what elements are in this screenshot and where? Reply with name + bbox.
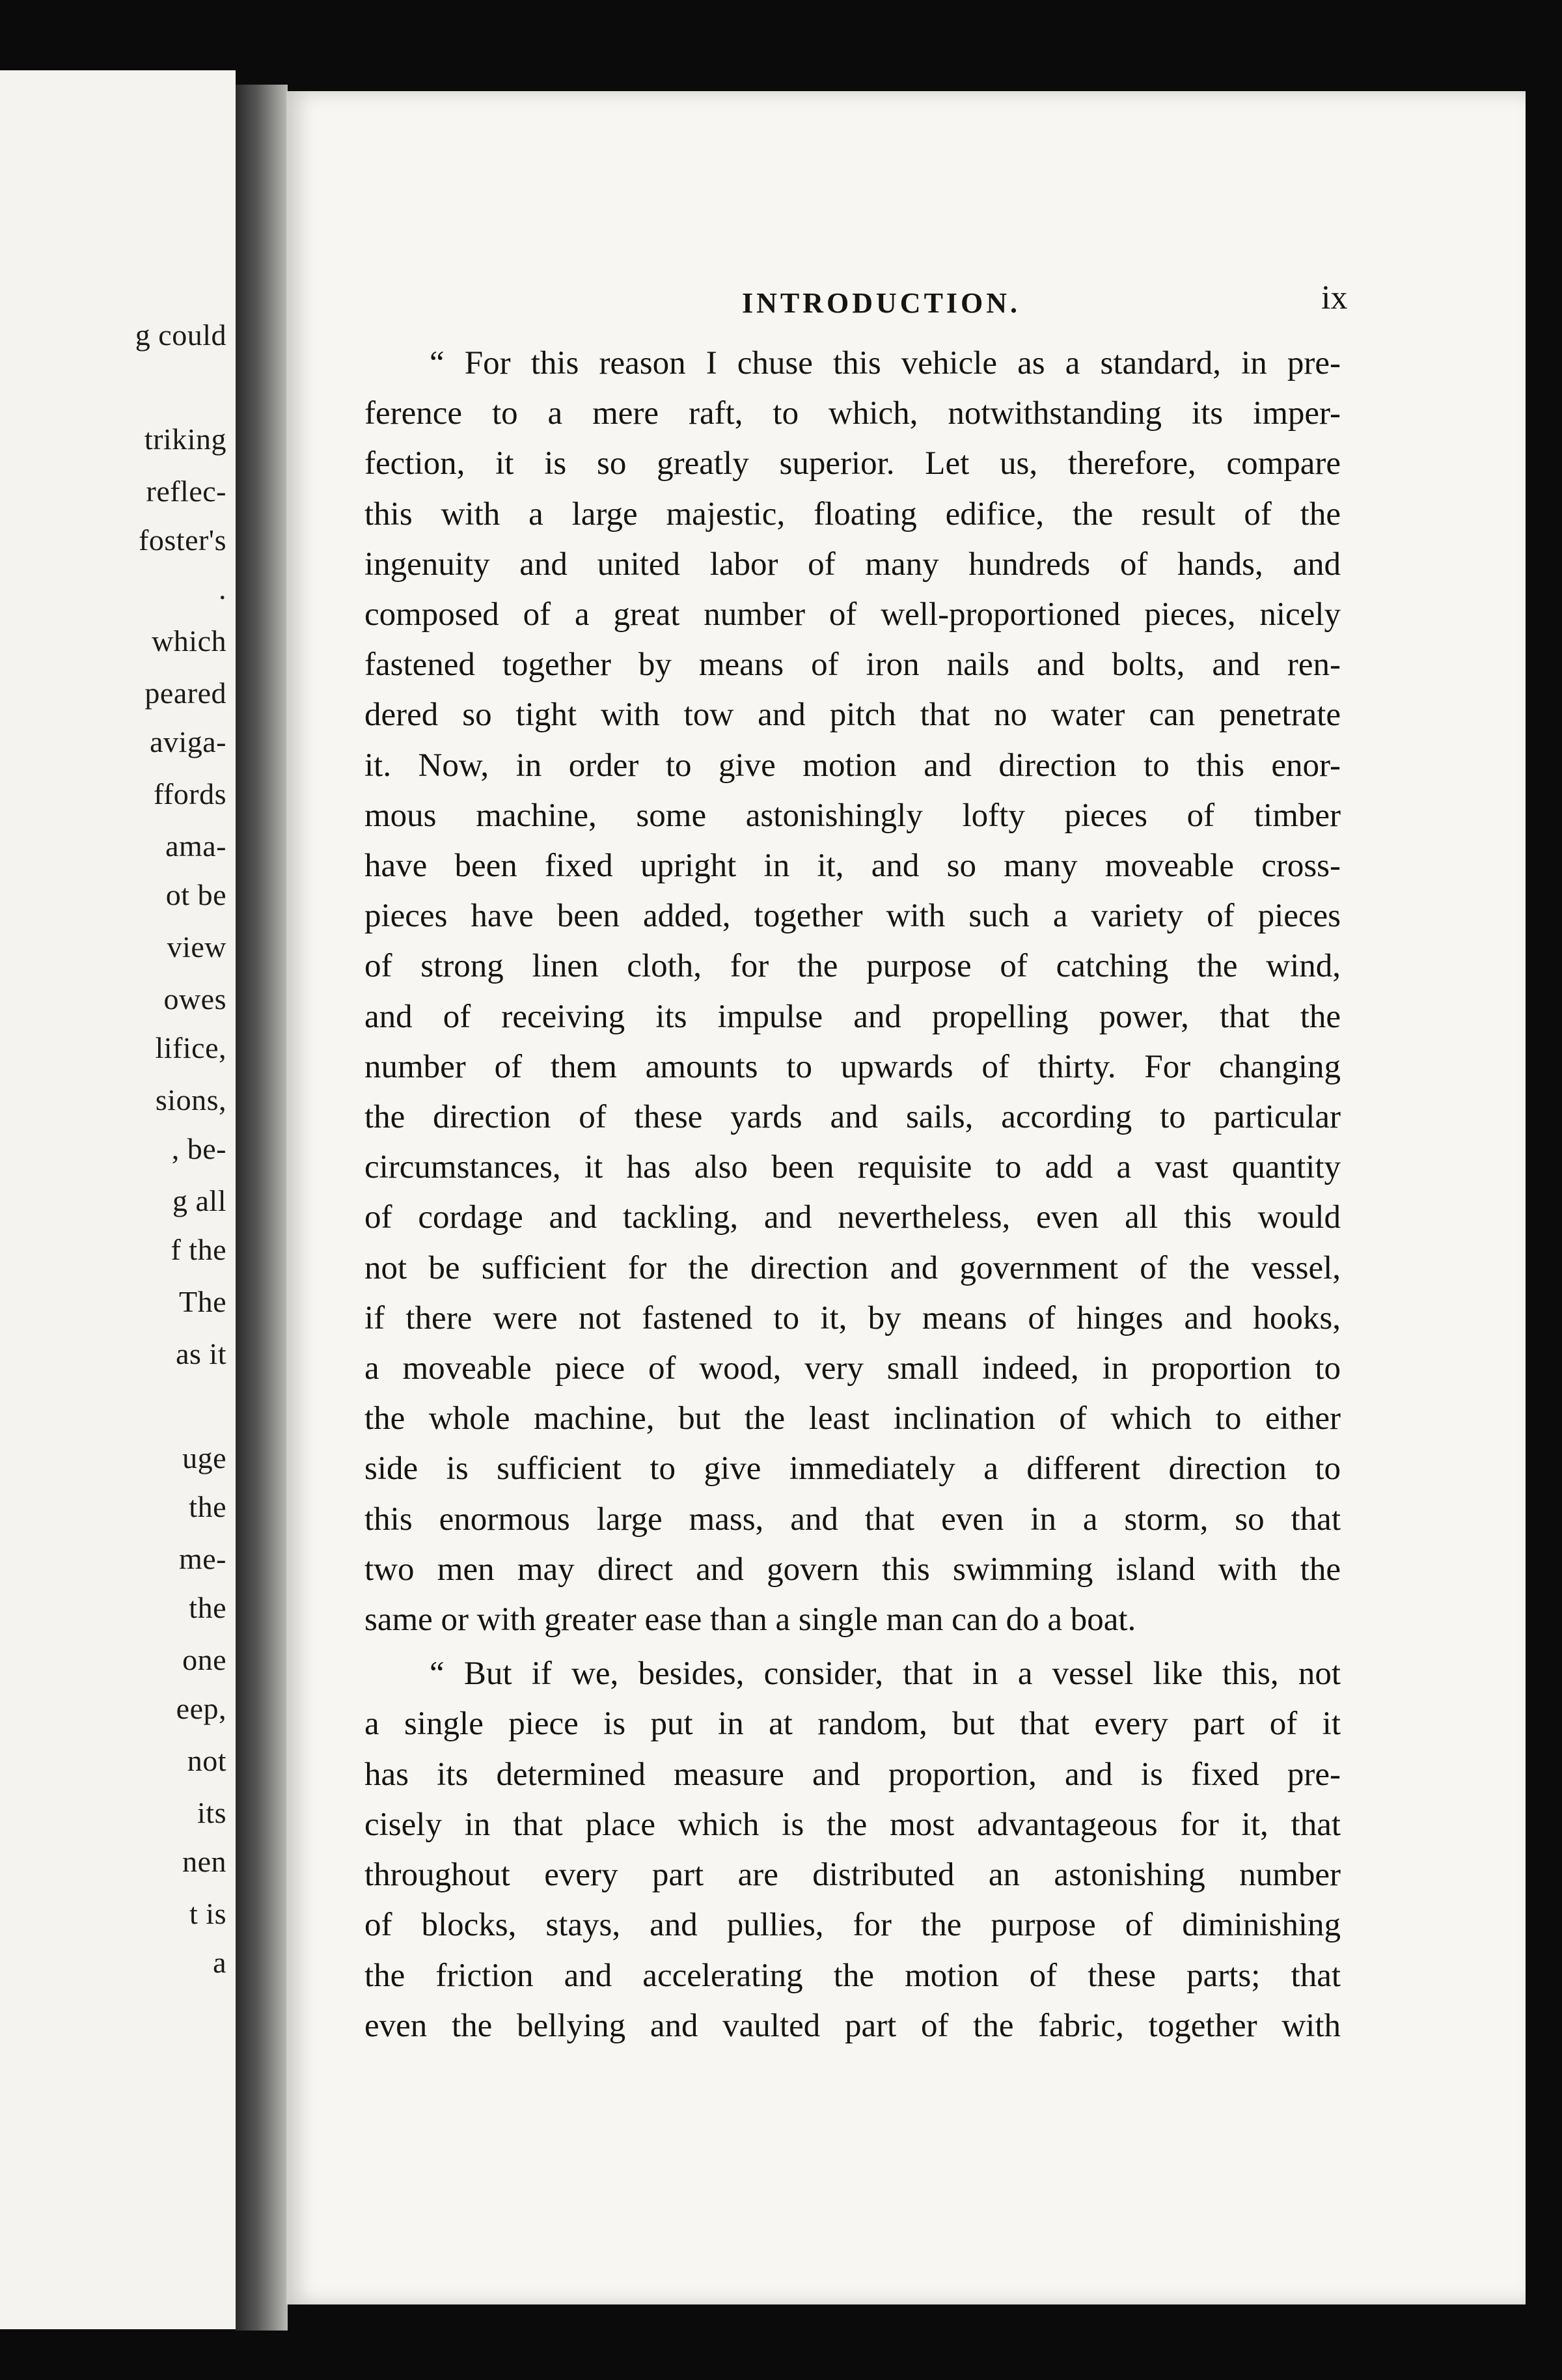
page-number: ix: [1321, 279, 1348, 316]
text-line: side is sufficient to give immediately a different direction to: [364, 1450, 1341, 1488]
text-line: the whole machine, but the least inclination of which to either: [364, 1400, 1341, 1437]
left-page-fragment: g could: [135, 318, 226, 352]
left-page-fragment: f the: [171, 1233, 226, 1266]
text-line: the direction of these yards and sails, according to particular: [364, 1099, 1341, 1136]
text-line: fection, it is so greatly superior. Let us, therefore, compare: [364, 445, 1341, 482]
left-page-fragment: its: [197, 1796, 226, 1829]
text-line: the friction and accelerating the motion of these parts; that: [364, 1957, 1341, 1994]
body-text: [364, 339, 1341, 2051]
left-page-fragment: me-: [178, 1542, 226, 1575]
text-line: a moveable piece of wood, very small indeed, in proportion to: [364, 1350, 1341, 1387]
text-line: if there were not fastened to it, by means of hinges and hooks,: [364, 1299, 1341, 1336]
paragraph: [364, 339, 1341, 1645]
text-line: a single piece is put in at random, but that every part of it: [364, 1706, 1341, 1743]
left-page-fragment: one: [182, 1643, 226, 1676]
left-page-fragment: which: [152, 624, 226, 657]
text-line: dered so tight with tow and pitch that no water can penetrate: [364, 697, 1341, 734]
left-page-fragment: nen: [182, 1845, 226, 1878]
left-page-fragment: as it: [176, 1337, 226, 1370]
left-page-fragment: eep,: [176, 1692, 226, 1725]
text-line: have been fixed upright in it, and so many moveable cross-: [364, 848, 1341, 885]
text-line: cisely in that place which is the most advantageous for it, that: [364, 1806, 1341, 1843]
paragraph: [364, 1649, 1341, 2051]
text-line: two men may direct and govern this swimming island with the: [364, 1551, 1341, 1588]
text-line: composed of a great number of well-proportioned pieces, nicely: [364, 596, 1341, 633]
text-line: throughout every part are distributed an astonishing number: [364, 1857, 1341, 1894]
text-line: this enormous large mass, and that even in a storm, so that: [364, 1501, 1341, 1538]
text-line: of blocks, stays, and pullies, for the purpose of diminishing: [364, 1907, 1341, 1944]
left-page-fragment: The: [178, 1285, 226, 1318]
text-line: of strong linen cloth, for the purpose of catching the wind,: [364, 948, 1341, 985]
text-line: same or with greater ease than a single man can do a boat.: [364, 1601, 1136, 1639]
book-gutter: [236, 85, 288, 2331]
left-page-fragment: triking: [144, 422, 226, 456]
left-page-fragment: the: [189, 1591, 226, 1624]
left-page-fragment: not: [187, 1744, 226, 1777]
left-page-fragment: owes: [163, 982, 226, 1016]
text-line: has its determined measure and proportion, and is fixed pre-: [364, 1756, 1341, 1793]
left-page-fragment: lifice,: [155, 1031, 226, 1064]
text-line: number of them amounts to upwards of thirty. For changing: [364, 1048, 1341, 1085]
text-line: it. Now, in order to give motion and direction to this enor-: [364, 747, 1341, 784]
left-page-fragment: .: [219, 572, 226, 605]
left-page-fragment: sions,: [155, 1083, 226, 1116]
left-page-fragment: view: [167, 930, 226, 963]
left-page-fragment: foster's: [139, 523, 226, 557]
text-line: circumstances, it has also been requisite to add a vast quantity: [364, 1149, 1341, 1186]
left-page-fragment: ot be: [165, 878, 226, 911]
text-line: fastened together by means of iron nails and bolts, and ren-: [364, 646, 1341, 684]
text-line: of cordage and tackling, and nevertheless, even all this would: [364, 1199, 1341, 1236]
left-page-fragment: aviga-: [150, 725, 226, 758]
text-line: “ But if we, besides, consider, that in a vessel like this, not: [430, 1655, 1341, 1693]
left-page-fragment: reflec-: [146, 475, 226, 508]
left-page-fragment: the: [189, 1490, 226, 1523]
text-line: and of receiving its impulse and propelling power, that the: [364, 998, 1341, 1035]
text-line: ingenuity and united labor of many hundreds of hands, and: [364, 546, 1341, 583]
text-line: ference to a mere raft, to which, notwithstanding its imper-: [364, 395, 1341, 432]
left-page-fragment: t is: [189, 1897, 226, 1930]
left-page-fragment: ama-: [165, 829, 226, 863]
running-head: INTRODUCTION.: [742, 287, 1021, 319]
left-page-fragment: peared: [144, 676, 226, 710]
left-page-fragment: a: [213, 1946, 226, 1979]
text-line: mous machine, some astonishingly lofty pieces of timber: [364, 797, 1341, 834]
left-page-fragment: ffords: [153, 777, 226, 810]
text-line: “ For this reason I chuse this vehicle as a standard, in pre-: [430, 345, 1341, 381]
left-page-fragment: , be-: [171, 1132, 226, 1165]
text-line: even the bellying and vaulted part of the fabric, together with: [364, 2007, 1341, 2044]
text-line: pieces have been added, together with such a variety of pieces: [364, 898, 1341, 935]
text-line: not be sufficient for the direction and government of the vessel,: [364, 1249, 1341, 1286]
left-page: [0, 70, 236, 2329]
left-page-fragment: uge: [182, 1441, 226, 1474]
left-page-fragment: g all: [172, 1184, 226, 1217]
text-line: this with a large majestic, floating edifice, the result of the: [364, 495, 1341, 533]
